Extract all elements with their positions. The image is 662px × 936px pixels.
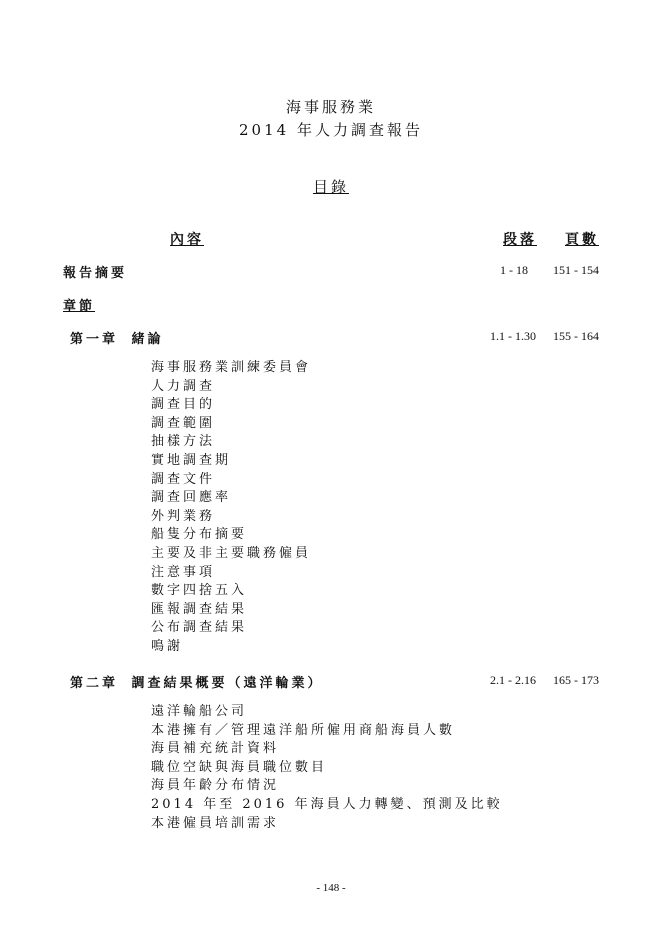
list-item: 注意事項: [151, 564, 216, 580]
list-item: 遠洋輪船公司: [151, 704, 248, 719]
chapter2-paragraphs: 2.1 - 2.16: [490, 673, 536, 687]
column-header-content-text: 內容: [170, 232, 204, 248]
list-item: 職位空缺與海員職位數目: [151, 759, 328, 775]
summary-pages: 151 - 154: [553, 263, 599, 277]
list-item: 鳴謝: [151, 638, 184, 654]
toc-title: [0, 176, 662, 197]
list-item: 調查文件: [151, 471, 216, 487]
list-item: 人力調查: [151, 378, 216, 394]
list-item: 抽樣方法: [151, 434, 216, 450]
list-item: 調查範圍: [151, 415, 216, 431]
chapter1-heading: [70, 328, 164, 347]
report-title-line1: 海事服務業: [285, 98, 376, 116]
chapter1-number: 第一章: [70, 332, 119, 347]
column-header-paragraphs: [503, 229, 537, 249]
chapter1-title: 緒論: [131, 332, 164, 347]
chapter2-item-list: [151, 703, 503, 833]
chapter1-pages: 155 - 164: [553, 329, 599, 343]
chapter2-title: 調查結果概要（遠洋輪業）: [131, 676, 324, 691]
list-item: 主要及非主要職務僱員: [151, 545, 312, 561]
list-item: 海事服務業訓練委員會: [151, 360, 312, 375]
list-item: 公布調查結果: [151, 620, 248, 636]
list-item: 實地調查期: [151, 452, 232, 468]
list-item: 海員補充統計資料: [151, 741, 280, 757]
column-header-pages: [565, 229, 599, 249]
list-item: 匯報調查結果: [151, 601, 248, 617]
list-item: 2014 年至 2016 年海員人力轉變、預測及比較: [151, 796, 503, 812]
list-item: 本港僱員培訓需求: [151, 815, 280, 831]
column-header-pages-text: 頁數: [565, 232, 599, 248]
summary-label: 報告摘要: [63, 266, 128, 281]
chapter1-item-list: [151, 359, 311, 657]
list-item: 調查回應率: [151, 490, 232, 506]
chapter2-number: 第二章: [70, 676, 119, 691]
list-item: 數字四捨五入: [151, 583, 248, 599]
list-item: 外判業務: [151, 508, 216, 524]
column-header-content: [170, 229, 204, 249]
column-header-paragraphs-text: 段落: [503, 232, 537, 248]
chapters-label: 章節: [63, 299, 96, 314]
report-title-line2: 2014 年人力調查報告: [239, 121, 423, 139]
list-item: 船隻分布摘要: [151, 527, 248, 543]
list-item: 本港擁有／管理遠洋船所僱用商船海員人數: [151, 722, 456, 738]
report-header: [0, 96, 662, 142]
chapter2-heading: [70, 672, 324, 691]
toc-title-text: 目錄: [312, 178, 349, 196]
chapter1-paragraphs: 1.1 - 1.30: [490, 329, 536, 343]
summary-paragraphs: 1 - 18: [500, 263, 528, 277]
chapter2-pages: 165 - 173: [553, 673, 599, 687]
list-item: 調查目的: [151, 397, 216, 413]
list-item: 海員年齡分布情況: [151, 778, 280, 794]
page-number: - 148 -: [316, 882, 346, 894]
